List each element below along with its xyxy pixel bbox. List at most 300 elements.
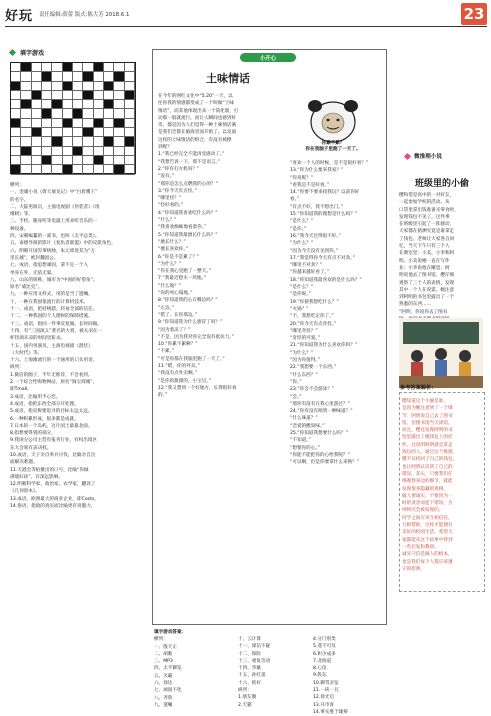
story-text-line: “哪里怪？” — [158, 196, 182, 202]
answer-line: 4.分门别类 — [313, 637, 336, 642]
story-text-line: 8.“你知道我的心在哪边吗？” — [158, 298, 218, 304]
explanation-text-line: 美好的校园生活。希望大 — [402, 530, 453, 536]
crossword-blank-cell — [125, 128, 135, 137]
crossword-black-cell — [73, 147, 83, 156]
answer-line: 5.遥不可及 — [313, 644, 336, 650]
crossword-clue-line: 杯热酒未凉的时间里斩杀。 — [10, 336, 66, 342]
answer-line: 横列： — [154, 637, 168, 643]
crossword-blank-cell — [21, 119, 31, 128]
crossword-blank-cell — [63, 91, 73, 100]
answer-line: 11.一砖一瓦 — [313, 688, 339, 694]
crossword-clue-line: 7.日本的一个岛屿，这片国土最靠北面。 — [10, 423, 93, 429]
crossword-blank-cell — [21, 82, 31, 91]
crossword-black-cell — [42, 72, 52, 81]
story-text-line: 到呢？ — [158, 145, 172, 151]
page-header — [5, 5, 129, 23]
answer-line: 十五、孙红雷 — [238, 673, 266, 679]
editor-credits: 责任编辑:薛蕾 版式:陈大芳 2018.6.1 — [39, 12, 130, 18]
story-text-line: “奇怪的可爱。” — [290, 336, 321, 342]
crossword-clue-line: 十六、上海滩流行的一个通用的口头用语。 — [10, 358, 98, 364]
crossword-blank-cell — [63, 100, 73, 109]
crossword-row — [11, 63, 135, 72]
crossword-row — [11, 100, 135, 109]
answers-title: 填字游戏答案： — [154, 630, 187, 635]
story-text-line: “为什么？” — [290, 241, 314, 247]
crossword-blank-cell — [125, 109, 135, 118]
psych-text-line: 樱和望是高中的一对好友， — [399, 193, 455, 198]
story-text-line: 的。” — [158, 393, 168, 399]
story-text-line: 15.“你知道我的理想是什么吗？” — [290, 212, 358, 218]
explanation-text-line: 则终究会被发现的。 — [402, 508, 444, 514]
crossword-black-cell — [21, 100, 31, 109]
crossword-section-label: 填字游戏 — [20, 50, 45, 57]
meme-caption-line2: 你在我脑子里跑了一天了。 — [305, 147, 361, 152]
crossword-clue-line: 5.成语，指宣称要追寻的目标太远太远。 — [10, 409, 93, 415]
crossword-blank-cell — [83, 82, 93, 91]
crossword-blank-cell — [104, 109, 114, 118]
story-text-line: “恋爱的酸臭味。” — [290, 423, 325, 429]
story-text-line: “不累。” — [158, 349, 175, 355]
story-text-line: “因为今天没有见到你。” — [290, 248, 339, 254]
crossword-blank-cell — [94, 82, 104, 91]
answer-line: 10.御驾亲征 — [313, 680, 339, 686]
crossword-black-cell — [21, 63, 31, 72]
story-text-line: 21.“你知道我为什么喜欢你吗？” — [290, 343, 358, 349]
crossword-black-cell — [83, 72, 93, 81]
crossword-blank-cell — [83, 63, 93, 72]
crossword-black-cell — [32, 91, 42, 100]
crossword-blank-cell — [21, 165, 31, 174]
story-text-line: 13.“你为什么要来我家？” — [290, 168, 344, 174]
crossword-clue-line: 三、手机、随身听等电器上用来听音乐的一 — [10, 219, 98, 225]
answer-line: 九、遗嘱 — [154, 702, 173, 708]
crossword-clue-line: 2.一个综合性购物网站，原名“淘宝商城”， — [10, 380, 98, 386]
story-text-line: “擅长什么？” — [158, 239, 186, 245]
crossword-blank-cell — [125, 119, 135, 128]
crossword-blank-cell — [52, 147, 62, 156]
story-text-line: “哪里不对劲？” — [290, 263, 323, 269]
crossword-blank-cell — [104, 72, 114, 81]
crossword-blank-cell — [104, 128, 114, 137]
story-text-line: 往你我的情感都变成了一个叫做“土味 — [158, 101, 234, 107]
crossword-blank-cell — [63, 147, 73, 156]
crossword-blank-cell — [32, 165, 42, 174]
crossword-blank-cell — [94, 109, 104, 118]
crossword-black-cell — [11, 82, 21, 91]
story-text-line: 11.“喏，你的外卖。” — [158, 363, 200, 369]
classroom-illustration — [399, 318, 483, 388]
crossword-black-cell — [52, 137, 62, 146]
crossword-clue-line: 满墙好砖”，有深远影响。 — [10, 474, 63, 480]
crossword-clue-line: 四、宋朝编纂的一部书，也叫《太平总类》。 — [10, 234, 100, 240]
crossword-blank-cell — [32, 119, 42, 128]
crossword-blank-cell — [11, 137, 21, 146]
answer-line: 6.积少成多 — [313, 651, 336, 657]
crossword-blank-cell — [83, 137, 93, 146]
crossword-blank-cell — [73, 156, 83, 165]
story-text-line: “因为你值得。” — [290, 358, 321, 364]
explanation-text-line: 守的原则。 — [402, 566, 425, 572]
crossword-black-cell — [125, 91, 135, 100]
crossword-black-cell — [104, 137, 114, 146]
crossword-blank-cell — [42, 137, 52, 146]
psych-text-line: 明说他去了图书馆。樱仔细 — [399, 273, 455, 279]
crossword-row — [11, 137, 135, 146]
crossword-clue-line: 即Tmall。 — [10, 387, 32, 393]
crossword-blank-cell — [32, 137, 42, 146]
explanation-text-line: 一些启发和教训。 — [402, 544, 439, 550]
explanation-text-line: 钱包的人。通过这个推理， — [402, 450, 458, 456]
psych-text-line: 忆，当天下午只有三个人 — [399, 244, 450, 250]
crossword-blank-cell — [83, 100, 93, 109]
answers-column-1 — [154, 629, 234, 708]
answer-line: 十六、侬好 — [238, 680, 261, 686]
crossword-clue-line: 里长城”，被封魏国公。 — [10, 255, 59, 261]
explanation-text-line: 樱不仅找回了自己的钱包， — [402, 457, 458, 463]
psych-text-line: 口袋里拿出钱准备买零食时， — [399, 207, 459, 213]
crossword-clue-line: 十五、国内男演员，主演电视剧《潜伏》 — [10, 343, 93, 349]
crossword-blank-cell — [94, 100, 104, 109]
crossword-blank-cell — [42, 119, 52, 128]
crossword-blank-cell — [21, 109, 31, 118]
answer-line: 一、殷天正 — [154, 644, 177, 650]
crossword-clue-line: 七、成语，指思想顽固，拿不定一个人 — [10, 263, 89, 269]
story-text-line: “是什么？” — [290, 285, 314, 291]
crossword-blank-cell — [94, 72, 104, 81]
crossword-blank-cell — [114, 109, 124, 118]
crossword-blank-cell — [125, 82, 135, 91]
crossword-blank-cell — [52, 165, 62, 174]
crossword-blank-cell — [11, 156, 21, 165]
story-text-line: 是我们全都在脑海里面开始了。以及面 — [158, 130, 237, 136]
story-text-line: “可是你都在我脑里跑了一天了。” — [158, 356, 225, 362]
answer-line: 十二、保险 — [238, 651, 261, 657]
answer-line: 十三、重复劳动 — [238, 658, 271, 664]
story-text-line: “你在我心里跑了一整天。” — [158, 269, 211, 275]
crossword-black-cell — [83, 91, 93, 100]
crossword-black-cell — [11, 165, 21, 174]
story-text-line: 在今年的网红文化中“5.20”一天，以 — [158, 94, 233, 99]
crossword-clue-line: 《几何原本》。 — [10, 489, 40, 495]
story-text-line: 4.“你知道我喜欢吃什么吗？” — [158, 210, 218, 216]
crossword-blank-cell — [73, 119, 83, 128]
crossword-blank-cell — [114, 156, 124, 165]
crossword-blank-cell — [21, 72, 31, 81]
story-text-line: “是你的甜甜的，小宝贝。” — [158, 378, 211, 384]
story-text-line: “我想告诉一下，那不是语言。” — [158, 159, 221, 165]
answer-line: 十、云计算 — [238, 637, 261, 642]
crossword-blank-cell — [73, 72, 83, 81]
crossword-clue-line: 九、一种应用文样式，用的是当了遗嘱。 — [10, 292, 93, 298]
story-text-line: 25.“你知道我想要什么吗？” — [290, 430, 349, 436]
story-text-line: “因为着凉了？” — [158, 327, 191, 333]
crossword-clue-line: 1.微信的圈子，半年无推荐，不会看到。 — [10, 372, 93, 378]
story-text-line: “会。” — [290, 394, 302, 400]
crossword-row — [11, 91, 135, 100]
story-text-line: 情话”，而其他体现出来一个简化版，打 — [158, 108, 239, 114]
answers-column-2 — [238, 636, 310, 708]
crossword-section-header — [10, 48, 44, 57]
story-text-line: 7.“我最近想买一块地。” — [158, 276, 207, 282]
crossword-black-cell — [52, 100, 62, 109]
crossword-blank-cell — [114, 137, 124, 146]
meme-caption — [289, 141, 377, 153]
crossword-blank-cell — [104, 63, 114, 72]
crossword-row — [11, 165, 135, 174]
section-diamond-icon — [404, 152, 411, 159]
crossword-black-cell — [21, 147, 31, 156]
crossword-blank-cell — [42, 165, 52, 174]
answer-line: 八、齐鲁 — [154, 695, 173, 701]
psych-text-line: 了钱包。老师让大家各自回 — [399, 236, 455, 242]
story-text-line: 17.“我觉得你今天有点不对劲。” — [290, 255, 355, 261]
crossword-blank-cell — [73, 165, 83, 174]
crossword-blank-cell — [42, 63, 52, 72]
crossword-blank-cell — [125, 63, 135, 72]
story-text-line: 奇，都是因为人们觉得一种土味情话满 — [158, 123, 237, 129]
answer-line: 三、MP3 — [154, 659, 173, 665]
story-text-line: 24.“你有没有闻到一种味道？” — [290, 409, 353, 415]
crossword-blank-cell — [104, 165, 114, 174]
crossword-blank-cell — [63, 156, 73, 165]
psych-text-line: “阿明，你说你去了图书 — [399, 309, 448, 315]
crossword-clue-line: 10.成语，天子亲自率兵讨伐，比喻亲自出 — [10, 452, 96, 458]
answer-line: 二、胡歌 — [154, 651, 173, 657]
psych-text-line: 业；小李说他在睡觉；阿 — [399, 265, 450, 271]
crossword-black-cell — [94, 119, 104, 128]
crossword-clue-line: 六、明朝开国军事统帅，朱元璋誉其为“万 — [10, 248, 96, 254]
crossword-clue-line: 十四、有“三国演义”著名的大将，被关羽在一 — [10, 328, 103, 334]
story-text-line: “你。” — [290, 379, 302, 385]
crossword-clue-line: 的名字。 — [10, 197, 29, 203]
crossword-row — [11, 119, 135, 128]
story-text-line: “想要你的心。” — [290, 445, 321, 451]
answer-explanation-body — [402, 398, 483, 590]
psych-text-line: 发现钱包不见了。这件事 — [399, 214, 450, 220]
crossword-blank-cell — [11, 63, 21, 72]
crossword-row — [11, 128, 135, 137]
page-number-badge: 23 — [461, 3, 487, 25]
crossword-blank-cell — [52, 91, 62, 100]
explanation-text-line: 件。这说明阿明就是拿走 — [402, 442, 453, 448]
story-text-line: “是什么？” — [290, 219, 314, 225]
story-text-line: 22.“我想要一个东西。” — [290, 365, 337, 371]
crossword-blank-cell — [125, 72, 135, 81]
explanation-text-line: 是因为她注意到了一个细 — [402, 406, 453, 412]
explanation-text-line: 樱知道这个小偷是谁， — [402, 399, 448, 404]
crossword-clue-line: 13.成语，欧洲最大的商业企业，即Costs。 — [10, 496, 99, 502]
crossword-black-cell — [104, 100, 114, 109]
crossword-black-cell — [63, 82, 73, 91]
explanation-text-line: 诚实守信是做人的根本， — [402, 552, 453, 558]
crossword-blank-cell — [52, 119, 62, 128]
crossword-blank-cell — [114, 91, 124, 100]
crossword-blank-cell — [94, 91, 104, 100]
story-text-line: “你的死心塌地。” — [158, 291, 193, 297]
crossword-blank-cell — [63, 109, 73, 118]
crossword-blank-cell — [63, 137, 73, 146]
story-text-line: 19.“你猜我想吃什么？” — [290, 299, 339, 305]
crossword-clue-line: 9.我国分公司主营有报刊行业，有权出境区 — [10, 438, 98, 444]
psych-section-label: 微推理小说 — [414, 154, 442, 160]
crossword-blank-cell — [125, 147, 135, 156]
crossword-clue-line: 《大时代》等。 — [10, 350, 43, 356]
explanation-text-line: 家都能从这个故事中得到 — [402, 537, 453, 543]
explanation-text-line: 而且，樱还发现阿明的书 — [402, 428, 453, 434]
story-text-line: “错了，在你那边。” — [158, 312, 198, 318]
answer-line: 7.北海道 — [313, 658, 332, 664]
story-text-line: “看我是不是好看。” — [290, 182, 330, 188]
crossword-clue-line: 12.明朝科学家、政治家、农学家，翻译了 — [10, 482, 96, 488]
story-title: 土味情话 — [206, 72, 250, 85]
crossword-blank-cell — [63, 72, 73, 81]
explanation-text-line: 包里露出了她钱包上的挂 — [402, 435, 453, 441]
crossword-blank-cell — [83, 109, 93, 118]
crossword-blank-cell — [32, 156, 42, 165]
crossword-blank-cell — [32, 63, 42, 72]
crossword-black-cell — [125, 137, 135, 146]
explanation-text-line: 细观察身边的细节，就能 — [402, 479, 453, 485]
crossword-blank-cell — [94, 165, 104, 174]
crossword-clue-line: 6.一种积累形成，很多都是成就。 — [10, 416, 79, 422]
explanation-text-line: 也是我们每个人都应该遵 — [402, 559, 453, 565]
crossword-blank-cell — [32, 100, 42, 109]
answer-line: 五、灭霸 — [154, 673, 173, 679]
explanation-text-line: 时的贪念而犯下错误，否 — [402, 501, 453, 507]
story-text-line: “为什么？” — [158, 261, 182, 267]
crossword-blank-cell — [21, 128, 31, 137]
header-divider — [5, 26, 487, 27]
story-text-line: “什么地？” — [158, 283, 182, 289]
crossword-blank-cell — [114, 100, 124, 109]
crossword-blank-cell — [125, 165, 135, 174]
crossword-clue-line: 4.成语，指把东西全部分开处理。 — [10, 401, 79, 407]
story-text-line: 12.“我又想到一个好地方，长得很好看 — [158, 385, 237, 391]
crossword-blank-cell — [73, 128, 83, 137]
answer-line: 1.朋友圈 — [238, 695, 257, 701]
crossword-blank-cell — [11, 128, 21, 137]
story-text-line: “哪里奇怪？” — [290, 328, 318, 334]
crossword-blank-cell — [11, 72, 21, 81]
crossword-blank-cell — [73, 100, 83, 109]
story-text-line: “你能不能把你的心给我呢？” — [290, 452, 350, 458]
crossword-blank-cell — [104, 156, 114, 165]
crossword-row — [11, 109, 135, 118]
crossword-blank-cell — [32, 82, 42, 91]
crossword-black-cell — [94, 156, 104, 165]
crossword-black-cell — [104, 82, 114, 91]
psych-text-line: 观察了三个人的表情，发现 — [399, 280, 455, 286]
crossword-blank-cell — [21, 137, 31, 146]
crossword-blank-cell — [83, 156, 93, 165]
story-text-line: “不是，因为我对你完全没有抵抗力。” — [158, 334, 234, 340]
story-text-line: “不，我想吃定你了。” — [290, 314, 334, 320]
crossword-blank-cell — [32, 147, 42, 156]
story-text-line: “我没有点外卖啊。” — [158, 371, 198, 377]
story-text-line: 3.“你今天有点怪。” — [158, 188, 197, 194]
story-text-line: 5.“你知道我最擅长什么吗？” — [158, 232, 218, 238]
crossword-blank-cell — [52, 156, 62, 165]
answer-line: 七、顽固不化 — [154, 688, 182, 694]
crossword-blank-cell — [11, 100, 21, 109]
crossword-blank-cell — [104, 119, 114, 128]
crossword-blank-cell — [114, 82, 124, 91]
crossword-black-cell — [63, 165, 73, 174]
crossword-clue-line: 纵列： — [10, 365, 24, 371]
crossword-clue-line: 琊榜》等。 — [10, 212, 33, 218]
crossword-blank-cell — [104, 91, 114, 100]
crossword-clues — [10, 182, 142, 702]
crossword-clue-line: 五、泰德导演的影片《复仇者联盟》中的反派角色。 — [10, 241, 116, 247]
crossword-clue-line: 横列： — [10, 183, 24, 188]
story-column-2 — [290, 160, 382, 622]
crossword-black-cell — [42, 109, 52, 118]
explanation-text-line: 馆，但图书馆当天闭馆。 — [402, 420, 453, 426]
answer-line: 纵列： — [238, 688, 252, 694]
section-diamond-icon — [9, 49, 16, 56]
crossword-blank-cell — [63, 128, 73, 137]
story-text-line: 看。” — [290, 197, 300, 203]
crossword-blank-cell — [125, 100, 135, 109]
story-text-line: “那你是怎么点燃我的心的？” — [158, 181, 218, 187]
explanation-text-line: 节：阿明说自己去了图书 — [402, 413, 453, 419]
explanation-text-line: 错误。其实，只要我们仔 — [402, 471, 453, 477]
story-text-line: “没有。” — [158, 174, 175, 180]
crossword-clue-line: 十、一种在我国很流行的计算机技术。 — [10, 299, 89, 305]
story-text-line: “有点不好，我不想出门。” — [290, 204, 343, 210]
crossword-blank-cell — [114, 128, 124, 137]
crossword-clue-line: 原名“威比克”。 — [10, 285, 43, 291]
crossword-clue-line: 种设备。 — [10, 226, 29, 232]
story-text-line: “为什么？” — [290, 350, 314, 356]
story-text-line: “你越来越好看了。” — [290, 270, 330, 276]
crossword-black-cell — [63, 119, 73, 128]
story-text-line: 23.“你会不会游泳？” — [290, 387, 335, 393]
crossword-black-cell — [114, 119, 124, 128]
crossword-blank-cell — [42, 128, 52, 137]
psych-section-header — [405, 152, 442, 160]
story-text-line: “怪好看的。” — [158, 203, 184, 209]
story-text-line: “什么东西？” — [290, 372, 318, 378]
crossword-clue-line: 一、金庸小说《倚天屠龙记》中“白眉鹰王” — [10, 190, 98, 196]
story-section-label: 小开心 — [240, 53, 296, 62]
story-text-line: “是你。” — [290, 226, 307, 232]
crossword-blank-cell — [73, 63, 83, 72]
story-text-line: 10.“你累不累啊？” — [158, 342, 198, 348]
story-text-line: “可以啊，但是你要拿什么来换？” — [290, 460, 360, 466]
crossword-row — [11, 72, 135, 81]
crossword-blank-cell — [83, 147, 93, 156]
crossword-clue-line: 14.俗语，指敌的真实而比喻更有说服力。 — [10, 504, 96, 510]
crossword-black-cell — [32, 128, 42, 137]
story-text-line: 6.“你是不是累了？” — [158, 254, 200, 260]
crossword-clue-line: 十一、成语，把持统辖，轻易全部的信任。 — [10, 307, 98, 313]
answer-line: 13.开市客 — [313, 702, 335, 708]
crossword-black-cell — [114, 165, 124, 174]
story-text-line: 20.“你今天有点奇怪。” — [290, 321, 337, 327]
psych-text-line: 熟悉的东西…… — [399, 302, 432, 308]
explanation-text-line: 做人要诚实，不要因为一 — [402, 493, 453, 499]
crossword-blank-cell — [73, 82, 83, 91]
story-text-line: 2.“你有打火机吗？” — [158, 166, 200, 172]
story-text-line: “左边。” — [158, 305, 175, 311]
crossword-blank-cell — [32, 109, 42, 118]
explanation-text-line: 也让阿明认识到了自己的 — [402, 464, 453, 470]
story-text-line: “是你呀。” — [290, 292, 311, 298]
answer-line: 14.事实胜于雄辩 — [313, 709, 348, 715]
crossword-blank-cell — [21, 91, 31, 100]
crossword-grid — [10, 62, 136, 174]
